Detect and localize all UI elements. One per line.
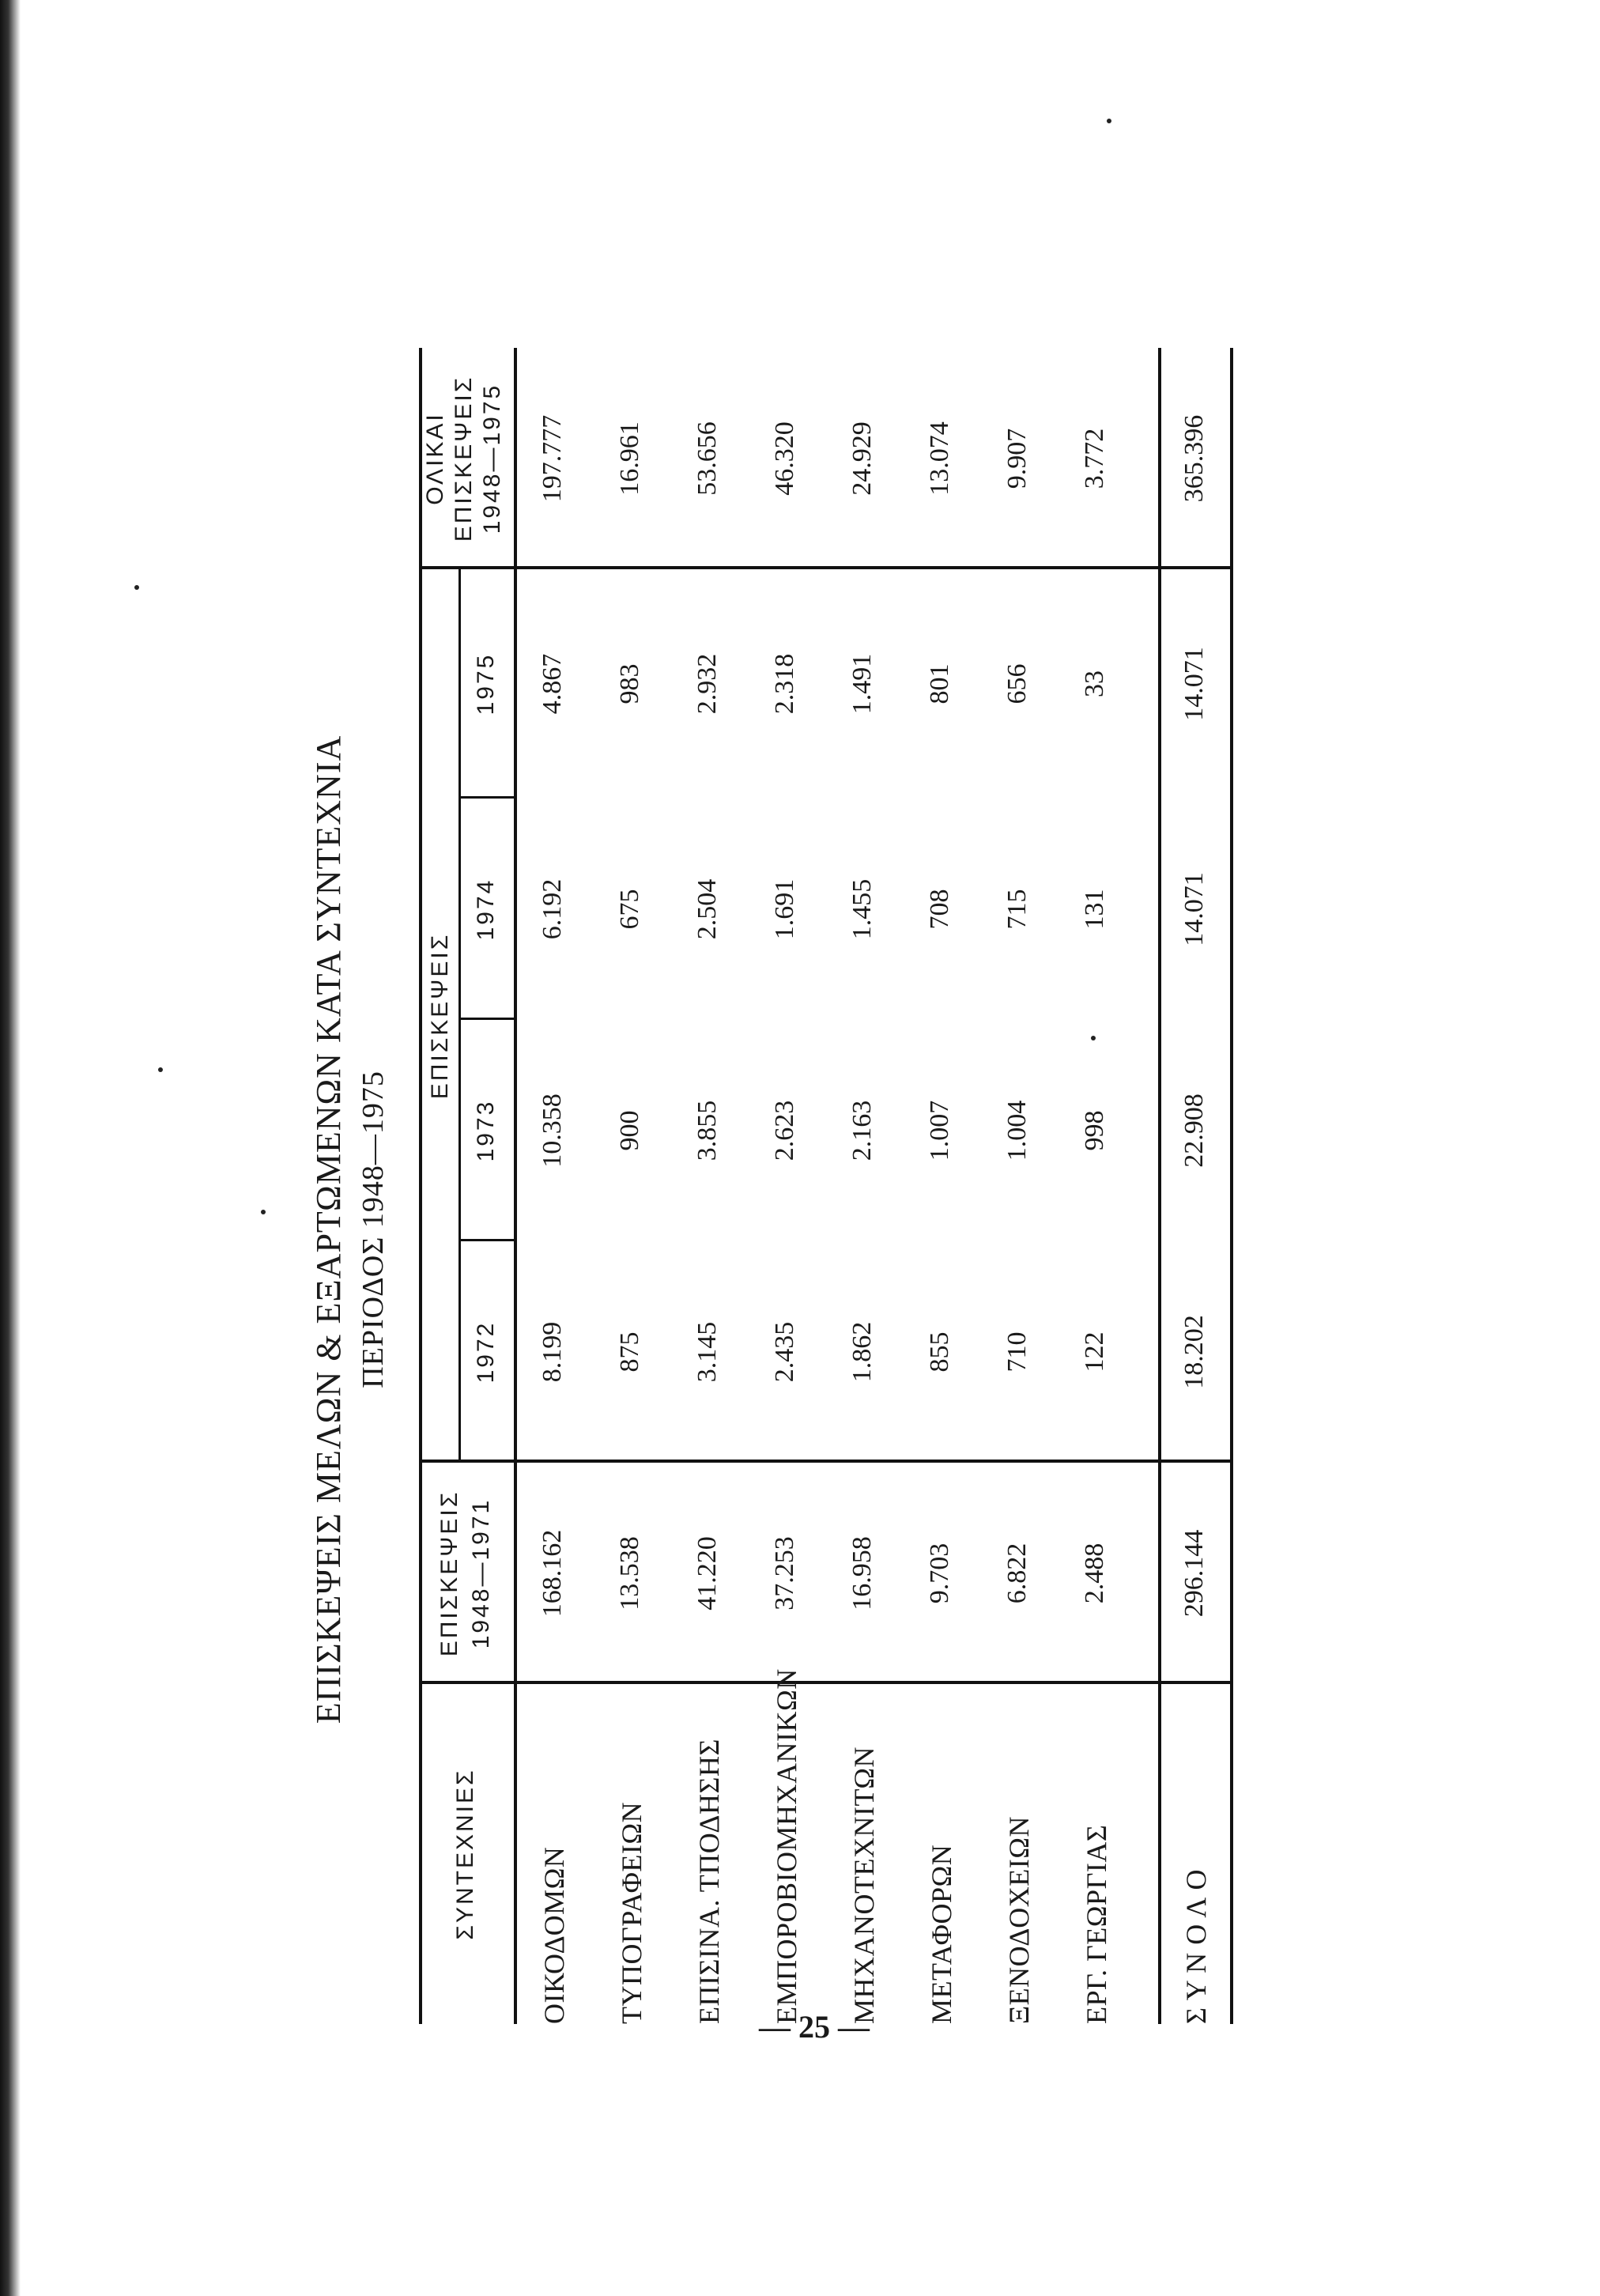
cell-1972: 855	[925, 1331, 954, 1373]
cell-1972: 875	[615, 1331, 644, 1373]
cell-total: 16.961	[615, 421, 644, 496]
cell-1948-1971: 9.703	[925, 1543, 954, 1604]
cell-1948-1971: 6.822	[1002, 1543, 1032, 1604]
total-1974: 14.071	[1179, 872, 1209, 946]
page-subtitle: ΠΕΡΙΟΔΟΣ 1948—1975	[357, 1071, 390, 1388]
header-total-line3: 1948—1975	[479, 383, 505, 534]
page-number: — 25 —	[759, 2009, 870, 2045]
total-1948-1971: 296.144	[1179, 1529, 1209, 1618]
visits-table	[419, 348, 1233, 2024]
cell-1948-1971: 2.488	[1080, 1543, 1109, 1604]
header-guilds: ΣΥΝΤΕΧΝΙΕΣ	[452, 1768, 478, 1940]
cell-total: 197.777	[538, 414, 567, 503]
cell-1975: 33	[1080, 670, 1109, 697]
cell-total: 9.907	[1002, 428, 1032, 489]
header-total-line2: ΕΠΙΣΚΕΨΕΙΣ	[451, 375, 477, 542]
cell-1973: 2.623	[770, 1100, 799, 1161]
row-label: ΜΗΧΑΝΟΤΕΧΝΙΤΩΝ	[848, 1746, 880, 2024]
scan-speck	[1107, 119, 1111, 123]
cell-1972: 2.435	[770, 1321, 799, 1383]
table-top-rule	[419, 348, 422, 2024]
header-1973: 1973	[473, 1099, 499, 1162]
scan-edge	[0, 0, 21, 2296]
cell-1973: 3.855	[692, 1100, 722, 1161]
row-label: ΟΙΚΟΔΟΜΩΝ	[538, 1846, 570, 2024]
header-bottom-rule	[514, 348, 517, 2024]
table-bottom-rule	[1230, 348, 1233, 2024]
total-grand: 365.396	[1179, 414, 1209, 503]
total-top-rule	[1158, 348, 1161, 2024]
header-total-line1: ΟΛΙΚΑΙ	[422, 412, 448, 505]
cell-1948-1971: 168.162	[538, 1529, 567, 1618]
cell-total: 53.656	[692, 421, 722, 496]
cell-1975: 801	[925, 663, 954, 704]
row-label: ΕΜΠΟΡΟΒΙΟΜΗΧΑΝΙΚΩΝ	[771, 1668, 802, 2024]
cell-1974: 6.192	[538, 878, 567, 940]
cell-1973: 10.358	[538, 1093, 567, 1168]
cell-1948-1971: 41.220	[692, 1536, 722, 1611]
cell-1975: 2.932	[692, 653, 722, 715]
cell-1972: 710	[1002, 1331, 1032, 1373]
scan-speck	[134, 585, 139, 590]
header-1972: 1972	[473, 1320, 499, 1384]
row-label: ΕΡΓ. ΓΕΩΡΓΙΑΣ	[1081, 1824, 1112, 2024]
cell-1973: 1.007	[925, 1100, 954, 1161]
cell-1973: 2.163	[847, 1100, 877, 1161]
header-1975: 1975	[473, 652, 499, 716]
row-label: ΤΥΠΟΓΡΑΦΕΙΩΝ	[616, 1801, 647, 2024]
cell-1974: 1.691	[770, 878, 799, 940]
cell-1973: 1.004	[1002, 1100, 1032, 1161]
cell-1972: 122	[1080, 1331, 1109, 1373]
cell-1975: 1.491	[847, 653, 877, 715]
row-label: ΞΕΝΟΔΟΧΕΙΩΝ	[1003, 1816, 1035, 2024]
visits-group-rule	[458, 569, 461, 1463]
header-visits-group: ΕΠΙΣΚΕΨΕΙΣ	[427, 932, 453, 1100]
cell-1975: 656	[1002, 663, 1032, 704]
row-label: ΕΠΙΣΙΝΑ. ΤΠΟΔΗΣΗΣ	[693, 1739, 725, 2024]
cell-1973: 998	[1080, 1110, 1109, 1151]
cell-total: 3.772	[1080, 428, 1109, 489]
cell-1974: 708	[925, 889, 954, 930]
cell-1948-1971: 13.538	[615, 1536, 644, 1611]
cell-1974: 715	[1002, 889, 1032, 930]
cell-1975: 2.318	[770, 653, 799, 715]
cell-1974: 1.455	[847, 878, 877, 940]
cell-total: 46.320	[770, 421, 799, 496]
header-visits-early-line1: ΕΠΙΣΚΕΨΕΙΣ	[436, 1490, 462, 1657]
cell-1948-1971: 16.958	[847, 1536, 877, 1611]
cell-1972: 8.199	[538, 1321, 567, 1383]
cell-1974: 131	[1080, 889, 1109, 930]
rotated-page	[269, 340, 1217, 2119]
scan-speck	[158, 1067, 163, 1072]
cell-1975: 4.867	[538, 653, 567, 715]
total-1972: 18.202	[1179, 1315, 1209, 1389]
cell-total: 24.929	[847, 421, 877, 496]
cell-1974: 2.504	[692, 878, 722, 940]
total-row-label: Σ Υ Ν Ο Λ Ο	[1180, 1869, 1212, 2024]
scan-speck	[261, 1210, 266, 1214]
header-1974: 1974	[473, 878, 499, 941]
cell-1972: 3.145	[692, 1321, 722, 1383]
total-1973: 22.908	[1179, 1093, 1209, 1168]
total-1975: 14.071	[1179, 647, 1209, 721]
cell-1972: 1.862	[847, 1321, 877, 1383]
cell-total: 13.074	[925, 421, 954, 496]
page-title: ΕΠΙΣΚΕΨΕΙΣ ΜΕΛΩΝ & ΕΞΑΡΤΩΜΕΝΩΝ ΚΑΤΑ ΣΥΝΤΕΧΝΙΑ	[309, 734, 348, 1724]
cell-1973: 900	[615, 1110, 644, 1151]
cell-1975: 983	[615, 663, 644, 704]
header-visits-early-line2: 1948—1971	[468, 1497, 494, 1649]
cell-1948-1971: 37.253	[770, 1536, 799, 1611]
row-label: ΜΕΤΑΦΟΡΩΝ	[926, 1844, 957, 2024]
cell-1974: 675	[615, 889, 644, 930]
